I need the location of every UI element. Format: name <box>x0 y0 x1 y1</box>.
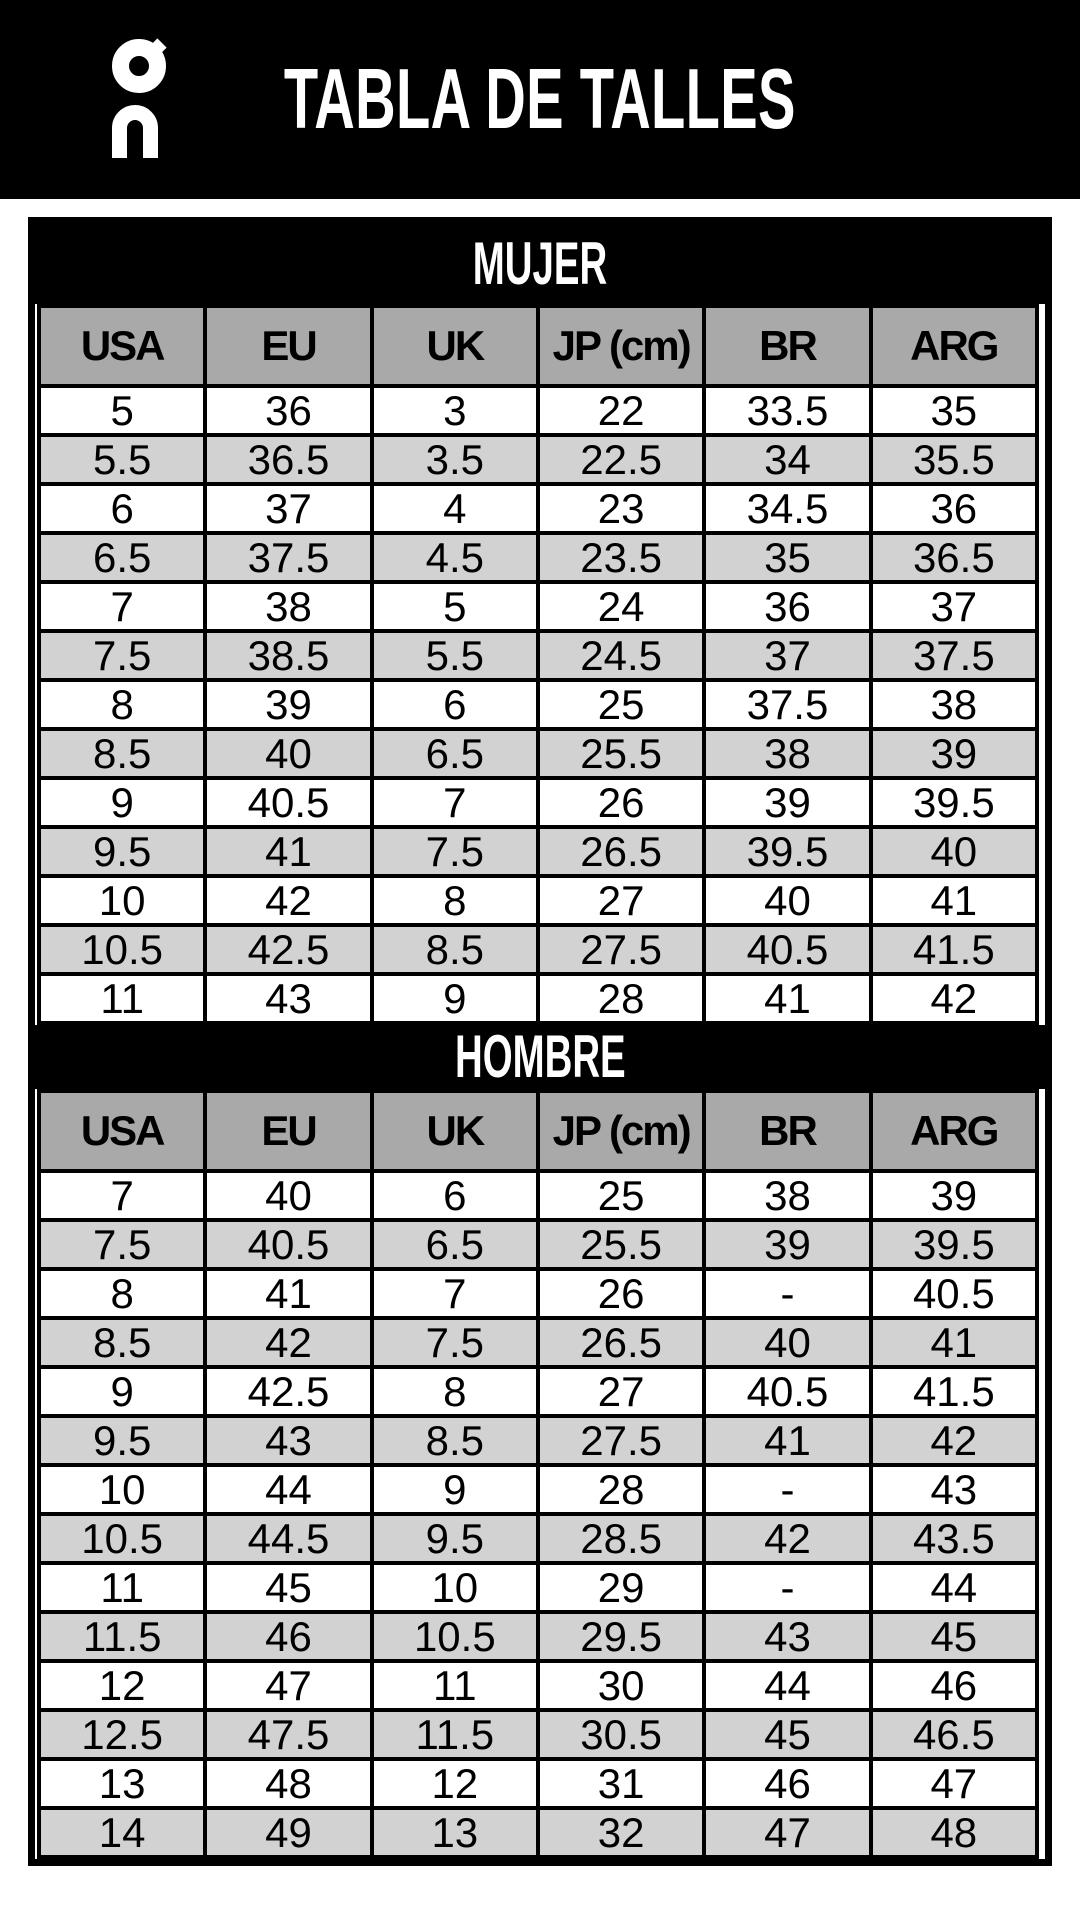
size-cell: 26.5 <box>538 827 704 876</box>
size-cell: 14 <box>39 1808 205 1857</box>
size-cell: 38 <box>871 680 1037 729</box>
size-cell: 40 <box>205 1171 371 1220</box>
size-cell: 10 <box>372 1563 538 1612</box>
size-cell: - <box>704 1269 870 1318</box>
size-cell: 28 <box>538 1465 704 1514</box>
header-banner <box>0 0 1080 199</box>
size-cell: 6.5 <box>372 729 538 778</box>
table-row <box>39 1710 1037 1759</box>
size-cell: 9 <box>39 1367 205 1416</box>
table-row <box>39 484 1037 533</box>
size-cell: 37 <box>871 582 1037 631</box>
size-cell: 12.5 <box>39 1710 205 1759</box>
size-cell: 10.5 <box>372 1612 538 1661</box>
size-cell: 38.5 <box>205 631 371 680</box>
size-cell: 43 <box>871 1465 1037 1514</box>
size-cell: 42 <box>704 1514 870 1563</box>
size-cell: 35.5 <box>871 435 1037 484</box>
size-cell: 10.5 <box>39 925 205 974</box>
table-row <box>39 533 1037 582</box>
size-cell: 25 <box>538 680 704 729</box>
table-body <box>39 386 1037 1023</box>
size-cell: 24.5 <box>538 631 704 680</box>
table-row <box>39 1661 1037 1710</box>
size-cell: 39 <box>871 1171 1037 1220</box>
size-cell: 40.5 <box>704 1367 870 1416</box>
size-cell: 37 <box>704 631 870 680</box>
size-cell: 24 <box>538 582 704 631</box>
size-cell: 7 <box>372 778 538 827</box>
size-cell: 43 <box>205 1416 371 1465</box>
size-cell: 38 <box>205 582 371 631</box>
size-cell: 11.5 <box>372 1710 538 1759</box>
size-cell: 42 <box>205 1318 371 1367</box>
size-cell: 27.5 <box>538 1416 704 1465</box>
size-cell: 34.5 <box>704 484 870 533</box>
table-row <box>39 1563 1037 1612</box>
size-cell: 28 <box>538 974 704 1023</box>
table-row <box>39 778 1037 827</box>
column-header-row <box>39 1091 1037 1171</box>
table-row <box>39 1612 1037 1661</box>
table-row <box>39 1759 1037 1808</box>
size-cell: 3 <box>372 386 538 435</box>
column-header: USA <box>39 306 205 386</box>
size-cell: 31 <box>538 1759 704 1808</box>
size-cell: 39 <box>871 729 1037 778</box>
size-cell: 45 <box>871 1612 1037 1661</box>
size-cell: 36 <box>704 582 870 631</box>
size-cell: 11 <box>372 1661 538 1710</box>
table-row <box>39 974 1037 1023</box>
size-cell: 29 <box>538 1563 704 1612</box>
size-cell: 9 <box>39 778 205 827</box>
size-cell: 46 <box>704 1759 870 1808</box>
size-cell: 40 <box>704 876 870 925</box>
column-header: EU <box>205 1091 371 1171</box>
size-cell: 6 <box>39 484 205 533</box>
table-row <box>39 435 1037 484</box>
size-cell: 30.5 <box>538 1710 704 1759</box>
column-header: USA <box>39 1091 205 1171</box>
brand-logo <box>110 36 170 158</box>
table-row <box>39 1465 1037 1514</box>
size-cell: 9 <box>372 1465 538 1514</box>
size-cell: 8.5 <box>39 1318 205 1367</box>
size-cell: 46.5 <box>871 1710 1037 1759</box>
size-cell: 26 <box>538 778 704 827</box>
size-cell: 40.5 <box>205 1220 371 1269</box>
size-cell: 34 <box>704 435 870 484</box>
size-cell: 37.5 <box>871 631 1037 680</box>
page-title: TABLA DE TALLES <box>284 52 796 147</box>
size-cell: 27 <box>538 876 704 925</box>
size-cell: 5.5 <box>372 631 538 680</box>
column-header: EU <box>205 306 371 386</box>
size-cell: 26.5 <box>538 1318 704 1367</box>
size-cell: 8 <box>39 1269 205 1318</box>
size-cell: 49 <box>205 1808 371 1857</box>
size-cell: 42 <box>871 1416 1037 1465</box>
size-cell: 3.5 <box>372 435 538 484</box>
size-cell: 8 <box>372 1367 538 1416</box>
size-cell: - <box>704 1465 870 1514</box>
table-row <box>39 582 1037 631</box>
size-cell: 48 <box>871 1808 1037 1857</box>
size-table-mujer <box>37 304 1039 1025</box>
column-header: BR <box>704 1091 870 1171</box>
size-cell: 11.5 <box>39 1612 205 1661</box>
size-cell: 43 <box>205 974 371 1023</box>
size-cell: 8.5 <box>372 925 538 974</box>
column-header: JP (cm) <box>538 306 704 386</box>
size-cell: 6.5 <box>372 1220 538 1269</box>
size-cell: 39 <box>704 778 870 827</box>
logo-ring <box>121 48 158 85</box>
size-cell: 40.5 <box>704 925 870 974</box>
size-cell: 44 <box>871 1563 1037 1612</box>
size-cell: 42.5 <box>205 1367 371 1416</box>
section-band-hombre <box>35 1025 1045 1089</box>
size-cell: 11 <box>39 974 205 1023</box>
size-cell: 27 <box>538 1367 704 1416</box>
column-header: BR <box>704 306 870 386</box>
size-cell: 43 <box>704 1612 870 1661</box>
table-row <box>39 631 1037 680</box>
size-cell: 35 <box>871 386 1037 435</box>
size-cell: 8.5 <box>372 1416 538 1465</box>
size-cell: 8.5 <box>39 729 205 778</box>
size-cell: 40 <box>871 827 1037 876</box>
size-cell: 44.5 <box>205 1514 371 1563</box>
size-cell: 26 <box>538 1269 704 1318</box>
size-cell: 7.5 <box>372 1318 538 1367</box>
size-cell: 9.5 <box>372 1514 538 1563</box>
size-cell: 39.5 <box>704 827 870 876</box>
size-cell: 7.5 <box>39 631 205 680</box>
size-cell: 7.5 <box>39 1220 205 1269</box>
size-cell: 13 <box>372 1808 538 1857</box>
size-cell: 40 <box>205 729 371 778</box>
size-cell: 41 <box>205 1269 371 1318</box>
size-cell: 25.5 <box>538 1220 704 1269</box>
table-row <box>39 1220 1037 1269</box>
size-cell: 39 <box>704 1220 870 1269</box>
column-header: ARG <box>871 1091 1037 1171</box>
size-cell: 7.5 <box>372 827 538 876</box>
size-cell: 33.5 <box>704 386 870 435</box>
size-cell: 40.5 <box>871 1269 1037 1318</box>
size-cell: 9 <box>372 974 538 1023</box>
size-cell: 47 <box>704 1808 870 1857</box>
size-cell: 25.5 <box>538 729 704 778</box>
size-cell: 6.5 <box>39 533 205 582</box>
size-cell: 10 <box>39 876 205 925</box>
size-cell: 46 <box>871 1661 1037 1710</box>
size-cell: 4 <box>372 484 538 533</box>
size-cell: 23.5 <box>538 533 704 582</box>
table-row <box>39 680 1037 729</box>
size-cell: 36.5 <box>871 533 1037 582</box>
size-cell: 43.5 <box>871 1514 1037 1563</box>
size-cell: 36 <box>871 484 1037 533</box>
size-cell: 5 <box>372 582 538 631</box>
size-cell: 37.5 <box>205 533 371 582</box>
size-cell: 37.5 <box>704 680 870 729</box>
column-header-row <box>39 306 1037 386</box>
size-cell: 23 <box>538 484 704 533</box>
size-cell: 42 <box>205 876 371 925</box>
table-row <box>39 729 1037 778</box>
size-cell: 36 <box>205 386 371 435</box>
table-row <box>39 1269 1037 1318</box>
size-cell: 47 <box>871 1759 1037 1808</box>
size-cell: 5.5 <box>39 435 205 484</box>
on-logo-icon <box>110 36 170 158</box>
size-cell: 9.5 <box>39 827 205 876</box>
size-cell: 22.5 <box>538 435 704 484</box>
logo-arch <box>120 113 151 158</box>
size-cell: 7 <box>39 582 205 631</box>
size-cell: 36.5 <box>205 435 371 484</box>
table-body <box>39 1171 1037 1857</box>
table-row <box>39 1514 1037 1563</box>
size-cell: 39 <box>205 680 371 729</box>
size-cell: 37 <box>205 484 371 533</box>
size-table-hombre <box>37 1089 1039 1859</box>
size-cell: 32 <box>538 1808 704 1857</box>
column-header: UK <box>372 1091 538 1171</box>
size-cell: 47.5 <box>205 1710 371 1759</box>
size-cell: 42.5 <box>205 925 371 974</box>
section-title: MUJER <box>472 230 608 297</box>
size-cell: 39.5 <box>871 1220 1037 1269</box>
size-cell: 45 <box>205 1563 371 1612</box>
size-cell: 30 <box>538 1661 704 1710</box>
size-cell: 45 <box>704 1710 870 1759</box>
table-row <box>39 876 1037 925</box>
size-cell: 8 <box>372 876 538 925</box>
size-cell: 13 <box>39 1759 205 1808</box>
size-cell: 11 <box>39 1563 205 1612</box>
table-row <box>39 1416 1037 1465</box>
section-band-mujer <box>35 224 1045 304</box>
size-cell: 22 <box>538 386 704 435</box>
size-cell: 39.5 <box>871 778 1037 827</box>
table-head <box>39 1091 1037 1171</box>
size-cell: 41.5 <box>871 1367 1037 1416</box>
size-cell: 41 <box>871 1318 1037 1367</box>
size-cell: 44 <box>704 1661 870 1710</box>
size-cell: 10 <box>39 1465 205 1514</box>
size-cell: 44 <box>205 1465 371 1514</box>
table-row <box>39 827 1037 876</box>
size-cell: 12 <box>372 1759 538 1808</box>
size-cell: 12 <box>39 1661 205 1710</box>
table-row <box>39 1367 1037 1416</box>
size-cell: 10.5 <box>39 1514 205 1563</box>
column-header: ARG <box>871 306 1037 386</box>
size-cell: 27.5 <box>538 925 704 974</box>
column-header: JP (cm) <box>538 1091 704 1171</box>
section-title: HOMBRE <box>454 1023 626 1090</box>
size-cell: 7 <box>372 1269 538 1318</box>
size-cell: 40 <box>704 1318 870 1367</box>
size-cell: 28.5 <box>538 1514 704 1563</box>
size-cell: 35 <box>704 533 870 582</box>
logo-stub <box>154 43 162 51</box>
size-cell: 40.5 <box>205 778 371 827</box>
size-cell: 38 <box>704 729 870 778</box>
size-cell: 41 <box>205 827 371 876</box>
size-cell: 41 <box>704 974 870 1023</box>
table-row <box>39 1318 1037 1367</box>
size-cell: 7 <box>39 1171 205 1220</box>
size-cell: 29.5 <box>538 1612 704 1661</box>
size-cell: 9.5 <box>39 1416 205 1465</box>
size-cell: 48 <box>205 1759 371 1808</box>
size-cell: 46 <box>205 1612 371 1661</box>
size-cell: 42 <box>871 974 1037 1023</box>
table-row <box>39 925 1037 974</box>
size-cell: - <box>704 1563 870 1612</box>
size-cell: 8 <box>39 680 205 729</box>
size-chart <box>28 217 1052 1866</box>
table-row <box>39 386 1037 435</box>
table-row <box>39 1808 1037 1857</box>
size-cell: 5 <box>39 386 205 435</box>
size-cell: 25 <box>538 1171 704 1220</box>
size-cell: 6 <box>372 680 538 729</box>
size-cell: 6 <box>372 1171 538 1220</box>
size-cell: 47 <box>205 1661 371 1710</box>
size-cell: 41.5 <box>871 925 1037 974</box>
table-head <box>39 306 1037 386</box>
column-header: UK <box>372 306 538 386</box>
size-cell: 38 <box>704 1171 870 1220</box>
size-cell: 41 <box>704 1416 870 1465</box>
table-row <box>39 1171 1037 1220</box>
size-cell: 4.5 <box>372 533 538 582</box>
size-cell: 41 <box>871 876 1037 925</box>
